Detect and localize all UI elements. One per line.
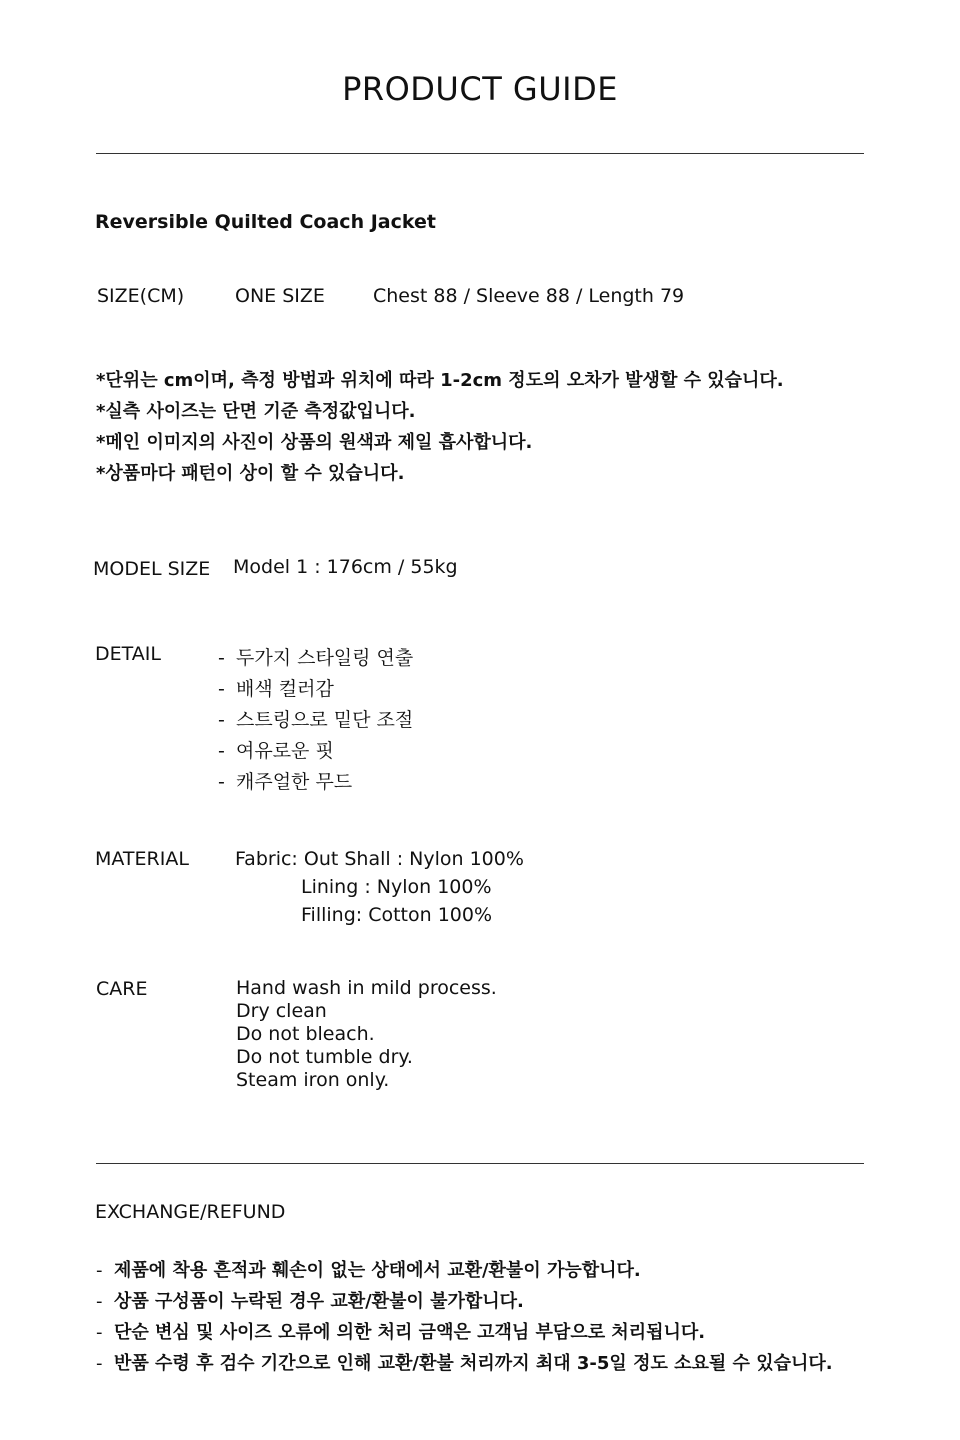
detail-item: - 배색 컬러감 <box>218 678 334 700</box>
care-line: Do not bleach. <box>236 1023 375 1045</box>
care-line: Steam iron only. <box>236 1069 390 1091</box>
care-line: Do not tumble dry. <box>236 1046 413 1068</box>
detail-item: - 두가지 스타일링 연출 <box>218 647 414 669</box>
detail-label: DETAIL <box>95 643 161 665</box>
care-line: Dry clean <box>236 1000 327 1022</box>
model-size-value: Model 1 : 176cm / 55kg <box>233 556 458 578</box>
size-note: *실측 사이즈는 단면 기준 측정값입니다. <box>96 401 416 422</box>
material-label: MATERIAL <box>95 848 189 870</box>
detail-item: - 캐주얼한 무드 <box>218 771 353 793</box>
size-note: *메인 이미지의 사진이 상품의 원색과 제일 흡사합니다. <box>96 432 533 453</box>
bottom-divider <box>96 1163 864 1164</box>
material-line: Lining : Nylon 100% <box>301 876 492 898</box>
detail-item: - 스트링으로 밑단 조절 <box>218 709 414 731</box>
refund-policy-item: - 반품 수령 후 검수 기간으로 인해 교환/환불 처리까지 최대 3-5일 정도 소요될 수 있습니다. <box>96 1353 833 1374</box>
size-label: SIZE(CM) <box>97 285 185 307</box>
refund-policy-item: - 제품에 착용 흔적과 훼손이 없는 상태에서 교환/환불이 가능합니다. <box>96 1260 641 1281</box>
material-line: Filling: Cotton 100% <box>301 904 493 926</box>
page-title: PRODUCT GUIDE <box>342 70 618 108</box>
size-measurements: Chest 88 / Sleeve 88 / Length 79 <box>373 285 685 307</box>
detail-item: - 여유로운 핏 <box>218 740 334 762</box>
care-line: Hand wash in mild process. <box>236 977 497 999</box>
refund-policy-item: - 상품 구성품이 누락된 경우 교환/환불이 불가합니다. <box>96 1291 524 1312</box>
exchange-refund-label: EXCHANGE/REFUND <box>95 1201 286 1223</box>
product-name: Reversible Quilted Coach Jacket <box>95 211 436 233</box>
refund-policy-item: - 단순 변심 및 사이즈 오류에 의한 처리 금액은 고객님 부담으로 처리됩니다. <box>96 1322 706 1343</box>
care-label: CARE <box>96 978 148 1000</box>
size-note: *단위는 cm이며, 측정 방법과 위치에 따라 1-2cm 정도의 오차가 발생할 수 있습니다. <box>96 370 784 391</box>
size-note: *상품마다 패턴이 상이 할 수 있습니다. <box>96 463 405 484</box>
top-divider <box>96 153 864 154</box>
model-size-label: MODEL SIZE <box>93 558 211 580</box>
size-name: ONE SIZE <box>235 285 325 307</box>
material-line: Fabric: Out Shall : Nylon 100% <box>235 848 524 870</box>
